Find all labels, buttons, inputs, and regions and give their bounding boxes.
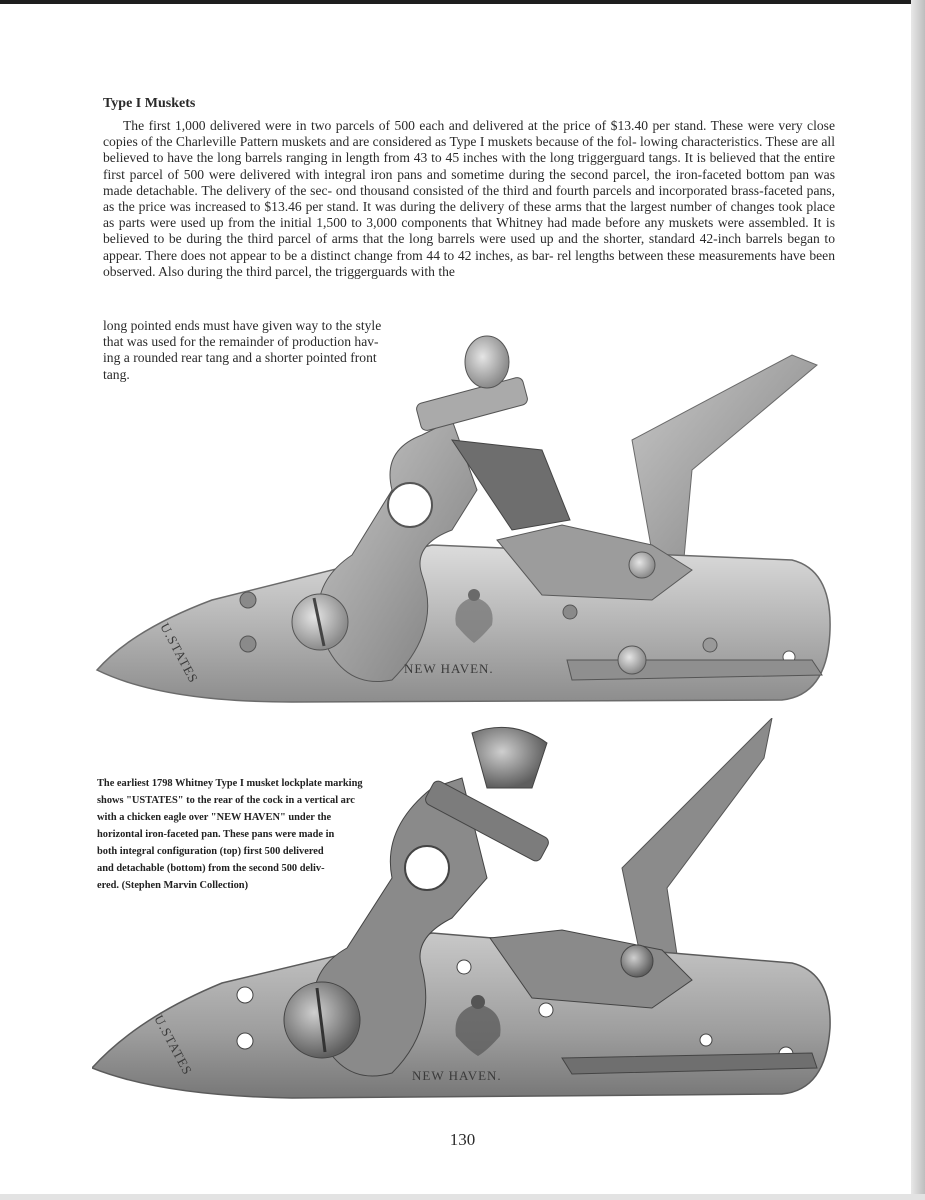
caption-line: with a chicken eagle over "NEW HAVEN" under the xyxy=(97,812,332,823)
caption-line: and detachable (bottom) from the second 500 deliv- xyxy=(97,863,325,874)
page-number: 130 xyxy=(449,1130,476,1149)
frizzen-screw xyxy=(621,945,653,977)
caption-line: horizontal iron-faceted pan. These pans were made in xyxy=(97,829,335,840)
paragraph-line: that was used for the remainder of production hav- xyxy=(103,334,379,350)
spring-screw xyxy=(618,646,646,674)
cock-hole xyxy=(405,846,449,890)
stamp-maker: NEW HAVEN. xyxy=(412,1068,502,1083)
paragraph-line: increased to $13.46 per stand. It was during the delivery of these arms that the largest number of changes took place xyxy=(194,199,835,215)
paragraph-line: ing a rounded rear tang and a shorter pointed front xyxy=(103,350,377,366)
paragraph-line: and sometime during the second parcel, the iron-faceted bottom pan was made detachable. The delivery of the sec- xyxy=(103,166,835,198)
paragraph-line: were very close copies of the Charleville Pattern muskets and are considered as Type I muskets because of the fol- xyxy=(103,118,835,150)
frizzen-arm xyxy=(632,355,817,580)
caption-line: shows "USTATES" to the rear of the cock in a vertical arc xyxy=(97,795,355,806)
paragraph-line: assembled. It is believed to be during the third parcel of arms that the long barrels were used up and the shorter, xyxy=(103,215,835,247)
photo-caption xyxy=(97,775,409,894)
cock-hole xyxy=(388,483,432,527)
screw-hole xyxy=(237,1033,253,1049)
frizzen-screw xyxy=(629,552,655,578)
paragraph-line: as parts were used up from the initial 1,500 to 3,000 components that Whitney had made before any muskets were xyxy=(103,215,745,231)
stamp-arc: U.STATES xyxy=(157,620,202,686)
caption-line: ered. (Stephen Marvin Collection) xyxy=(97,880,249,891)
screw-hole xyxy=(563,605,577,619)
paragraph-line: tang. xyxy=(103,366,130,382)
top-jaw-screw xyxy=(465,336,509,388)
top-jaw-screw xyxy=(472,727,547,788)
paragraph-line: ond thousand consisted of the third and fourth parcels and incorporated brass-faceted pans, as the price was xyxy=(103,182,835,215)
screw-hole xyxy=(703,638,717,652)
paragraph-line: long pointed ends must have given way to the style xyxy=(103,318,382,333)
page-bottom-edge xyxy=(0,1194,925,1200)
lock-photo-top xyxy=(92,330,832,708)
body-paragraph xyxy=(103,118,835,280)
screw-hole xyxy=(237,987,253,1003)
paragraph-line: the long triggerguard tangs. It is believed that the entire first parcel of 500 were delivered with integral iron pans xyxy=(103,150,836,182)
caption-line: The earliest 1798 Whitney Type I musket lockplate marking xyxy=(97,778,363,789)
screw-hole xyxy=(240,636,256,652)
screw-hole xyxy=(240,592,256,608)
screw-hole xyxy=(539,1003,553,1017)
paragraph-line: The first 1,000 delivered were in two parcels of 500 each and delivered at the price of $13.40 per stand. These xyxy=(123,118,744,133)
page-right-edge xyxy=(911,0,925,1200)
caption-line: both integral configuration (top) first 500 delivered xyxy=(97,846,324,857)
screw-hole xyxy=(457,960,471,974)
page-top-edge xyxy=(0,0,925,4)
paragraph-line: rel lengths between these measurements have been observed. Also during the third parcel, the triggerguards with the xyxy=(103,247,836,279)
section-heading: Type I Muskets xyxy=(103,96,196,111)
screw-hole xyxy=(700,1034,712,1046)
paragraph-line: lowing characteristics. These are all believed to have the long barrels ranging in length from 43 to 45 inches with xyxy=(103,134,835,166)
cock-jaw xyxy=(415,376,528,432)
paragraph-line: standard 42-inch barrels began to appear. There does not appear to be a distinct change from 44 to 42 inches, as bar- xyxy=(103,231,835,263)
stamp-maker: NEW HAVEN. xyxy=(404,661,494,676)
stamp-arc: U.STATES xyxy=(151,1012,196,1078)
